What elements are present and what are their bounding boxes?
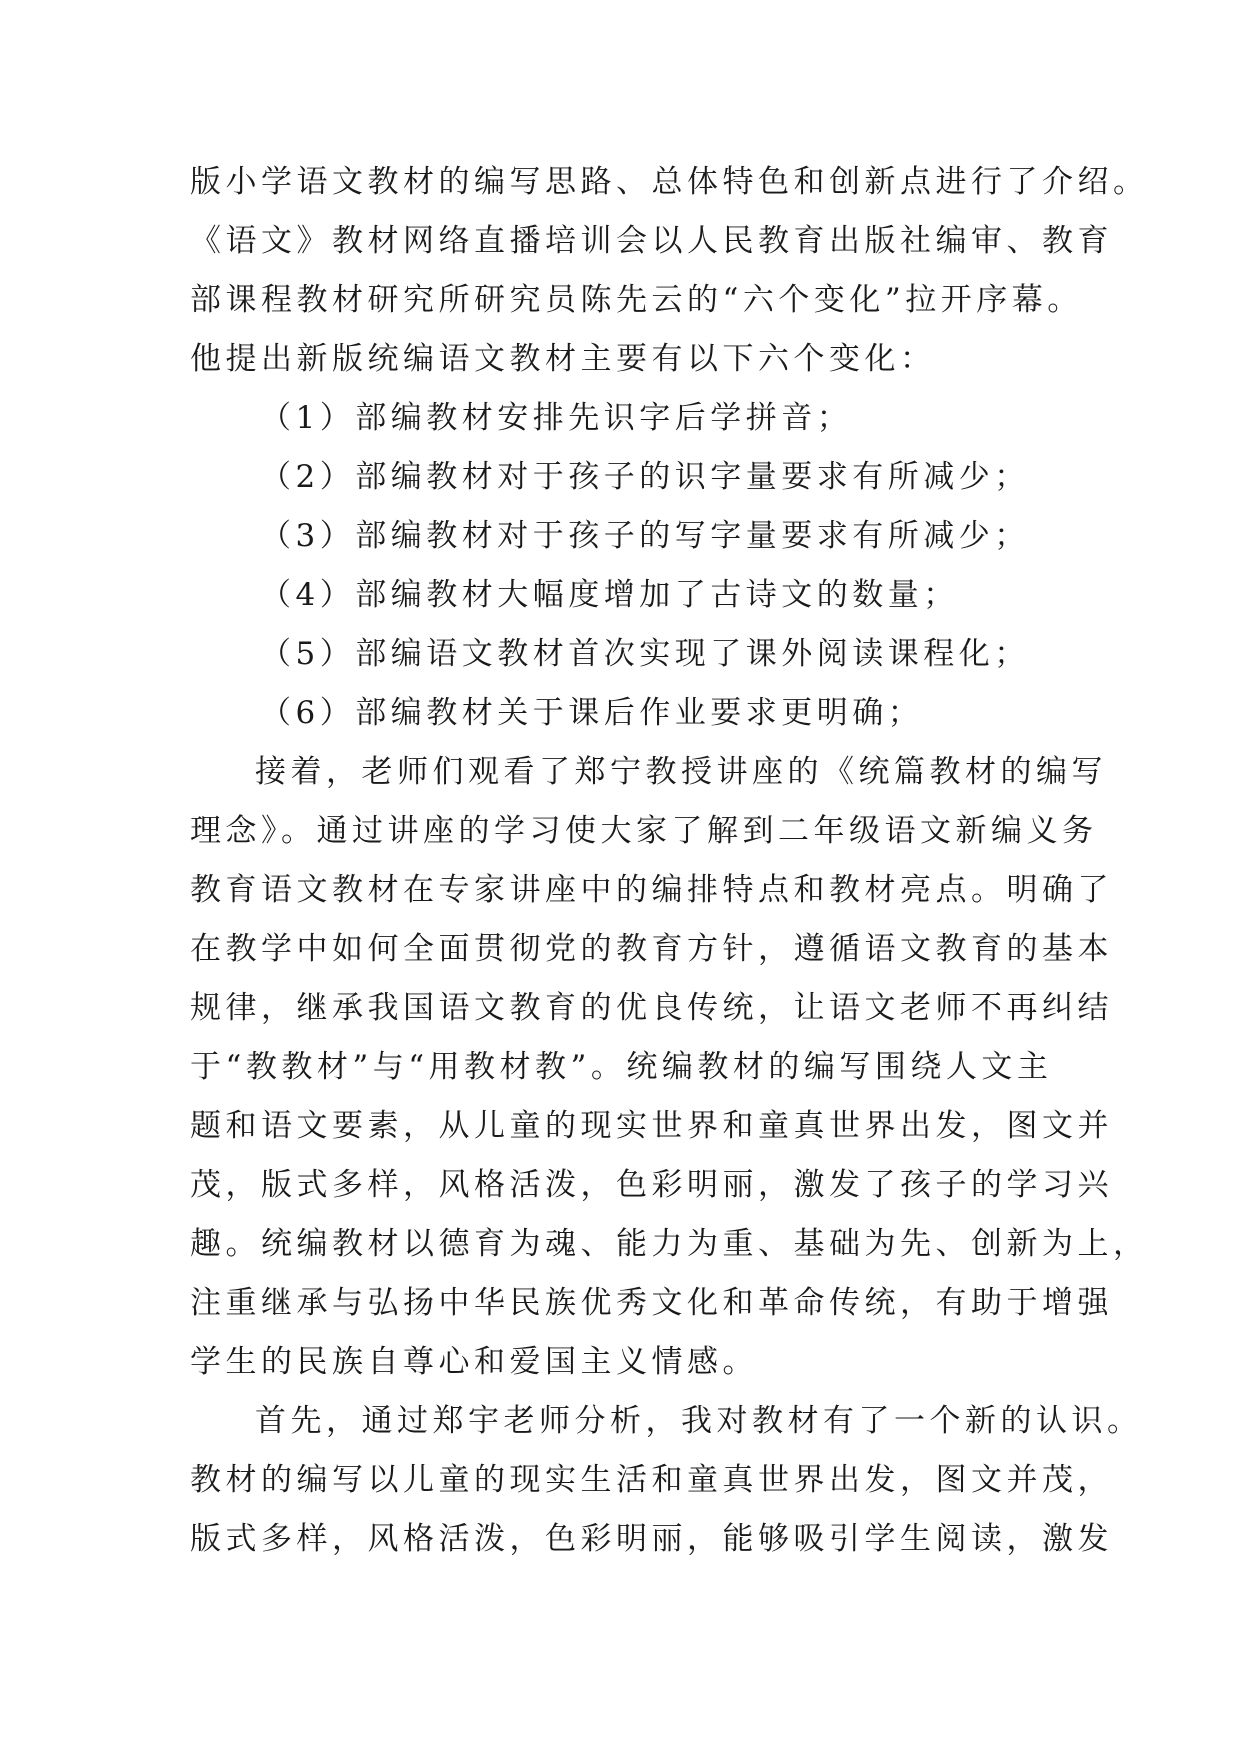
paragraph-line: 学生的民族自尊心和爱国主义情感。 — [190, 1344, 758, 1380]
paragraph-line: 版式多样，风格活泼，色彩明丽，能够吸引学生阅读，激发 — [190, 1521, 1113, 1557]
paragraph-line: 教材的编写以儿童的现实生活和童真世界出发，图文并茂， — [190, 1462, 1113, 1498]
list-item: （3）部编教材对于孩子的写字量要求有所减少； — [260, 518, 1030, 554]
paragraph-line: 在教学中如何全面贯彻党的教育方针，遵循语文教育的基本 — [190, 931, 1113, 967]
paragraph-line: 版小学语文教材的编写思路、总体特色和创新点进行了介绍。 — [190, 164, 1149, 200]
list-item: （6）部编教材关于课后作业要求更明确； — [260, 695, 924, 731]
paragraph-line: 《语文》教材网络直播培训会以人民教育出版社编审、教育 — [190, 223, 1113, 259]
list-item: （2）部编教材对于孩子的识字量要求有所减少； — [260, 459, 1030, 495]
paragraph-line: 茂，版式多样，风格活泼，色彩明丽，激发了孩子的学习兴 — [190, 1167, 1113, 1203]
paragraph-line: 接着，老师们观看了郑宁教授讲座的《统篇教材的编写 — [255, 754, 1107, 790]
paragraph-line: 部课程教材研究所研究员陈先云的“六个变化”拉开序幕。 — [190, 282, 1083, 318]
paragraph-line: 题和语文要素，从儿童的现实世界和童真世界出发，图文并 — [190, 1108, 1113, 1144]
paragraph-line: 注重继承与弘扬中华民族优秀文化和革命传统，有助于增强 — [190, 1285, 1113, 1321]
list-item: （5）部编语文教材首次实现了课外阅读课程化； — [260, 636, 1030, 672]
paragraph-line: 首先，通过郑宇老师分析，我对教材有了一个新的认识。 — [255, 1403, 1143, 1439]
paragraph-line: 他提出新版统编语文教材主要有以下六个变化： — [190, 341, 936, 377]
paragraph-line: 趣。统编教材以德育为魂、能力为重、基础为先、创新为上， — [190, 1226, 1149, 1262]
list-item: （4）部编教材大幅度增加了古诗文的数量； — [260, 577, 959, 613]
paragraph-line: 教育语文教材在专家讲座中的编排特点和教材亮点。明确了 — [190, 872, 1113, 908]
list-item: （1）部编教材安排先识字后学拼音； — [260, 400, 853, 436]
paragraph-line: 规律，继承我国语文教育的优良传统，让语文老师不再纠结 — [190, 990, 1113, 1026]
paragraph-line: 于“教教材”与“用教材教”。统编教材的编写围绕人文主 — [190, 1049, 1053, 1085]
paragraph-line: 理念》。通过讲座的学习使大家了解到二年级语文新编义务 — [190, 813, 1098, 849]
